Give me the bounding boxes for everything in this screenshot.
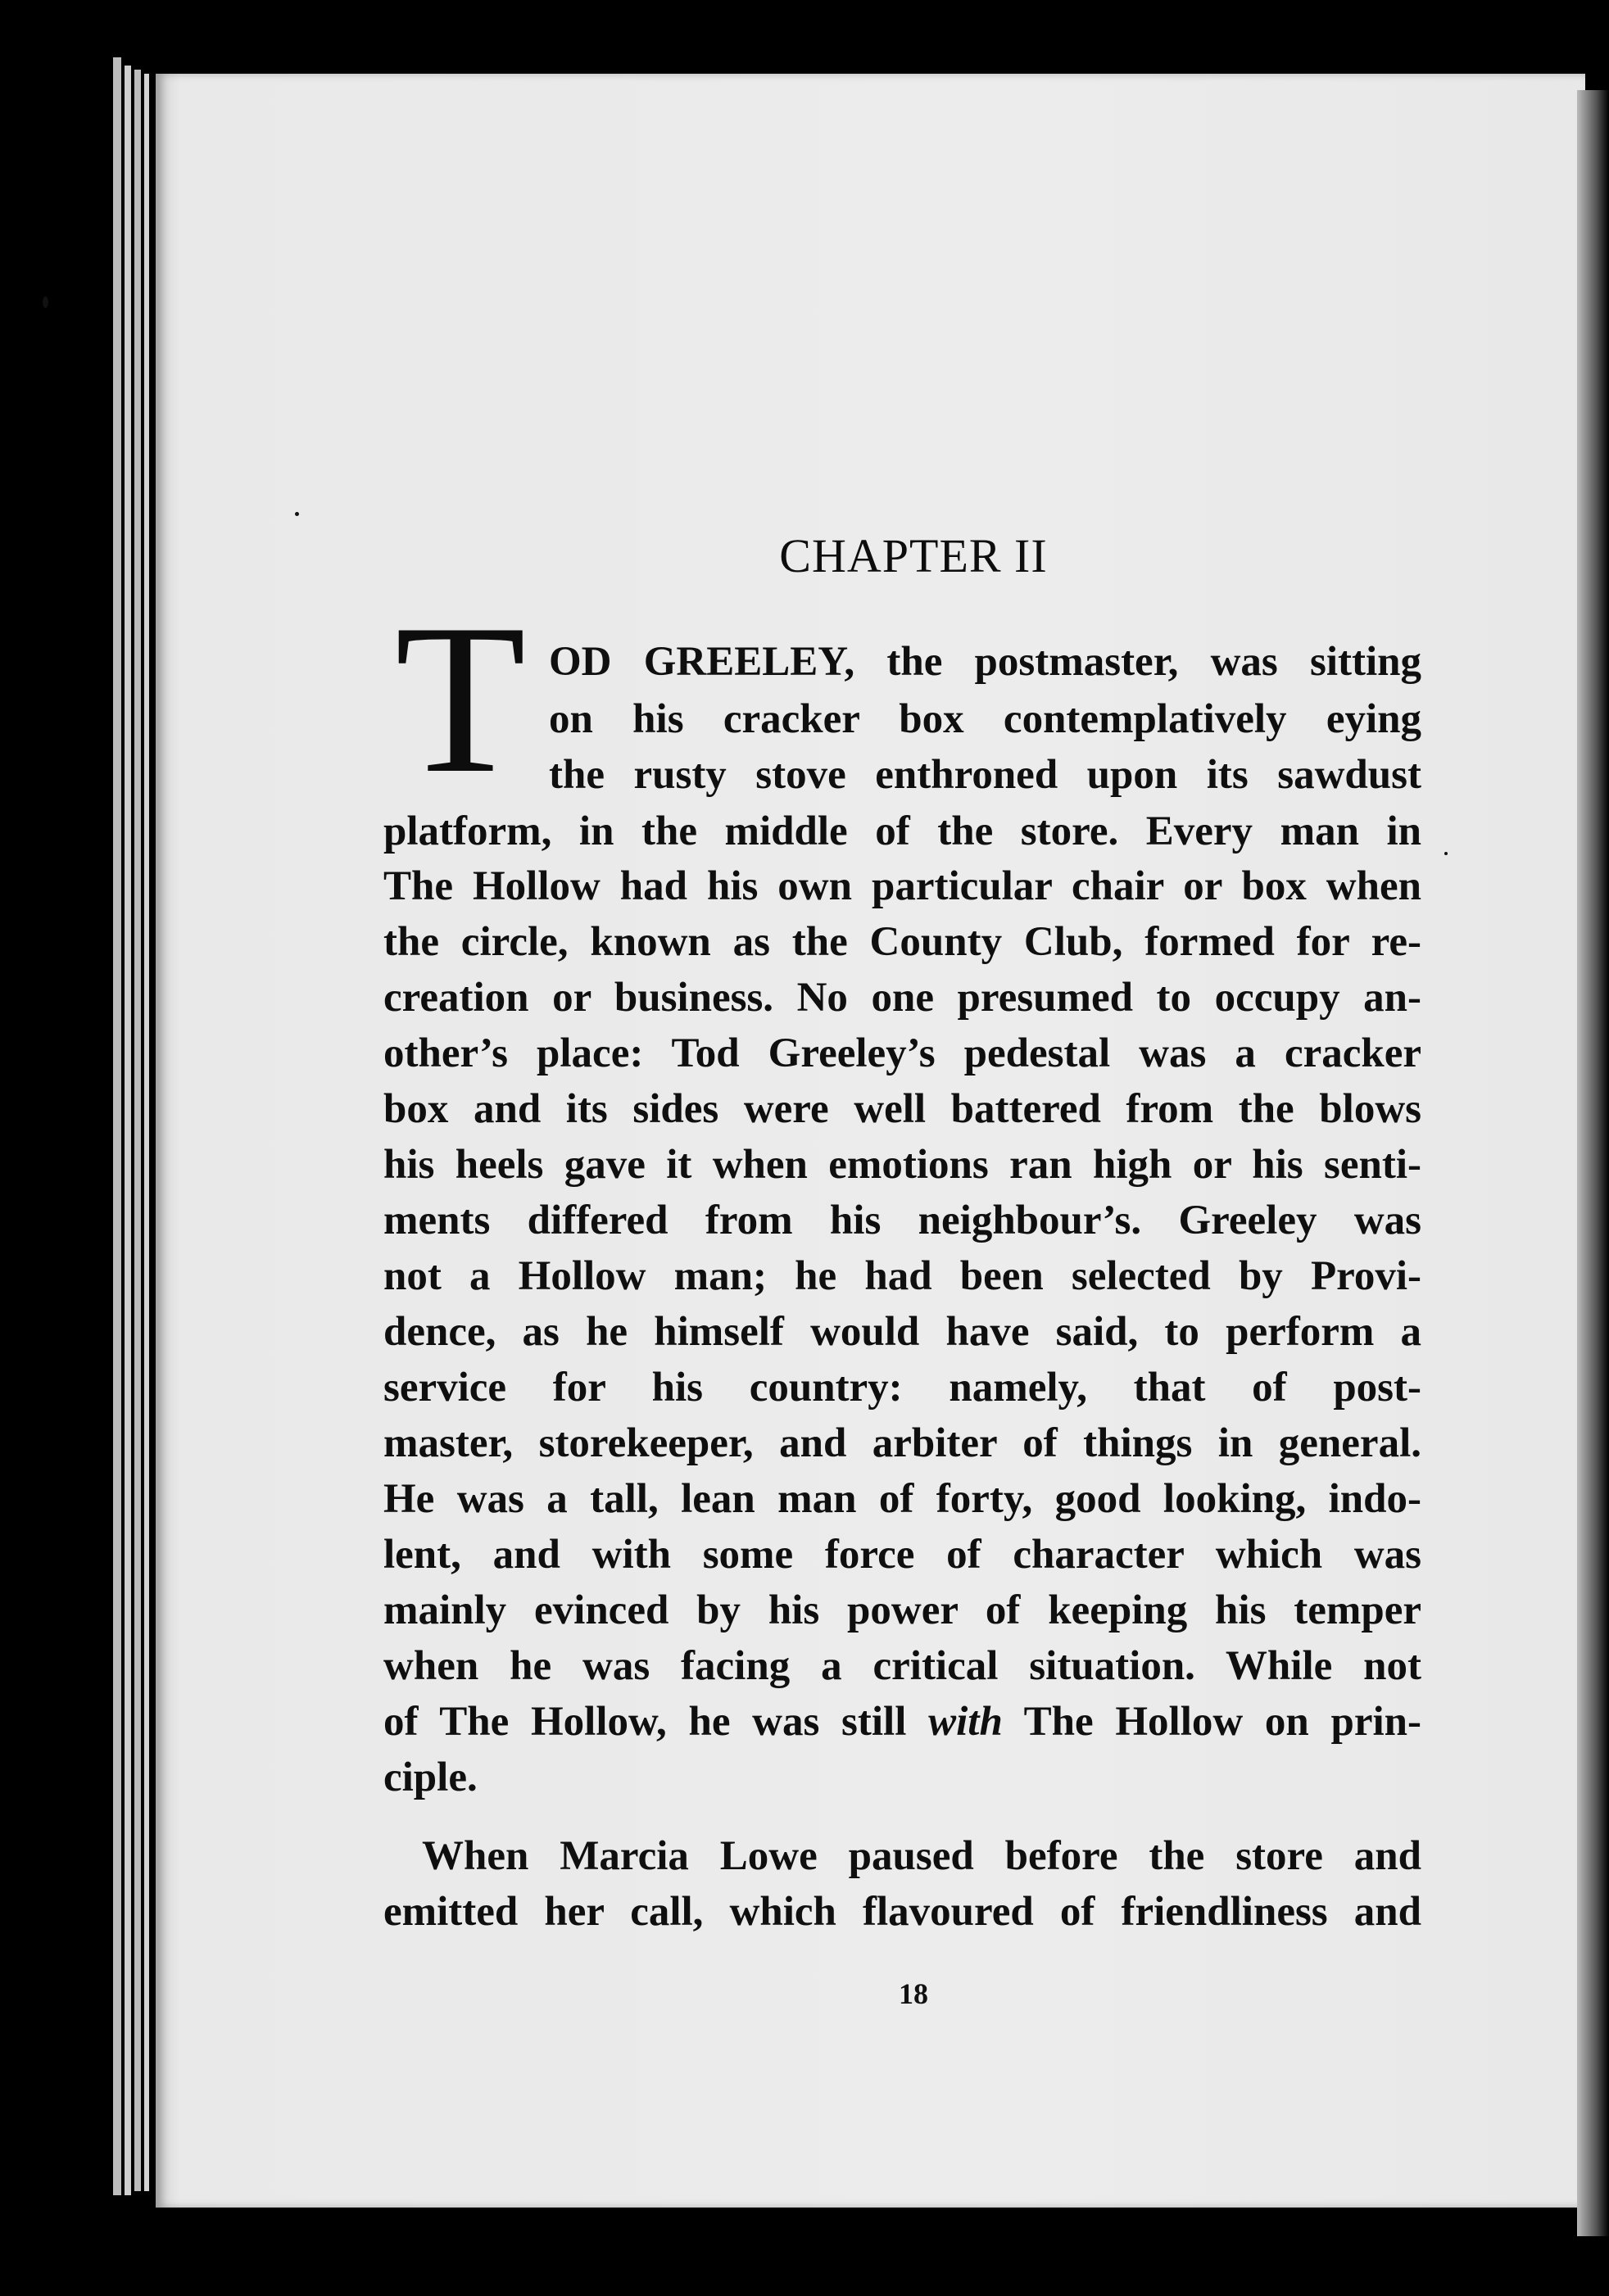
page-edge bbox=[134, 70, 141, 2191]
text-line: mainly evinced by his power of keeping his temper bbox=[383, 1587, 1421, 1633]
text-line: on his cracker box contemplatively eying bbox=[549, 696, 1421, 742]
text-line: ments differed from his neighbour’s. Greeley was bbox=[383, 1198, 1421, 1243]
page-number: 18 bbox=[899, 1977, 928, 2010]
text-line: emitted her call, which flavoured of friendliness and bbox=[383, 1889, 1421, 1935]
text-line: The Hollow had his own particular chair or box when bbox=[383, 863, 1421, 909]
text-line: ciple. bbox=[383, 1755, 478, 1800]
scan-speck bbox=[295, 512, 299, 516]
line-segment: of The Hollow, he was still bbox=[383, 1699, 907, 1745]
chapter-title: CHAPTER II bbox=[779, 529, 1048, 582]
text-line: box and its sides were well battered from the blows bbox=[383, 1086, 1421, 1132]
text-line-with-italic bbox=[383, 1697, 1421, 1746]
page-gutter-shadow bbox=[1577, 90, 1609, 2236]
text-line: When Marcia Lowe paused before the store and bbox=[422, 1833, 1421, 1879]
text-line: platform, in the middle of the store. Every man in bbox=[383, 808, 1421, 854]
text-line: other’s place: Tod Greeley’s pedestal was a cracker bbox=[383, 1030, 1421, 1076]
line-segment: The Hollow on prin- bbox=[1023, 1699, 1422, 1745]
text-line: his heels gave it when emotions ran high or his senti- bbox=[383, 1142, 1421, 1188]
page-edge bbox=[125, 66, 131, 2195]
italic-word: with bbox=[928, 1699, 1003, 1745]
page-edge bbox=[144, 74, 149, 2191]
scan-speck bbox=[1444, 852, 1448, 855]
text-line: master, storekeeper, and arbiter of things in general. bbox=[383, 1420, 1421, 1466]
drop-cap: T bbox=[395, 580, 527, 817]
text-line: lent, and with some force of character which was bbox=[383, 1532, 1421, 1578]
text-line: He was a tall, lean man of forty, good looking, indo- bbox=[383, 1476, 1421, 1522]
scan-speck bbox=[43, 297, 48, 308]
text-line: service for his country: namely, that of post- bbox=[383, 1365, 1421, 1411]
text-line: not a Hollow man; he had been selected by Provi- bbox=[383, 1253, 1421, 1299]
text-line: OD GREELEY, the postmaster, was sitting bbox=[549, 639, 1421, 685]
page-edge bbox=[113, 57, 121, 2195]
text-line: the rusty stove enthroned upon its sawdust bbox=[549, 752, 1421, 798]
text-line: the circle, known as the County Club, formed for re- bbox=[383, 919, 1421, 965]
text-line: when he was facing a critical situation. While not bbox=[383, 1643, 1421, 1689]
text-line: dence, as he himself would have said, to perform a bbox=[383, 1309, 1421, 1355]
text-line: creation or business. No one presumed to occupy an- bbox=[383, 975, 1421, 1021]
